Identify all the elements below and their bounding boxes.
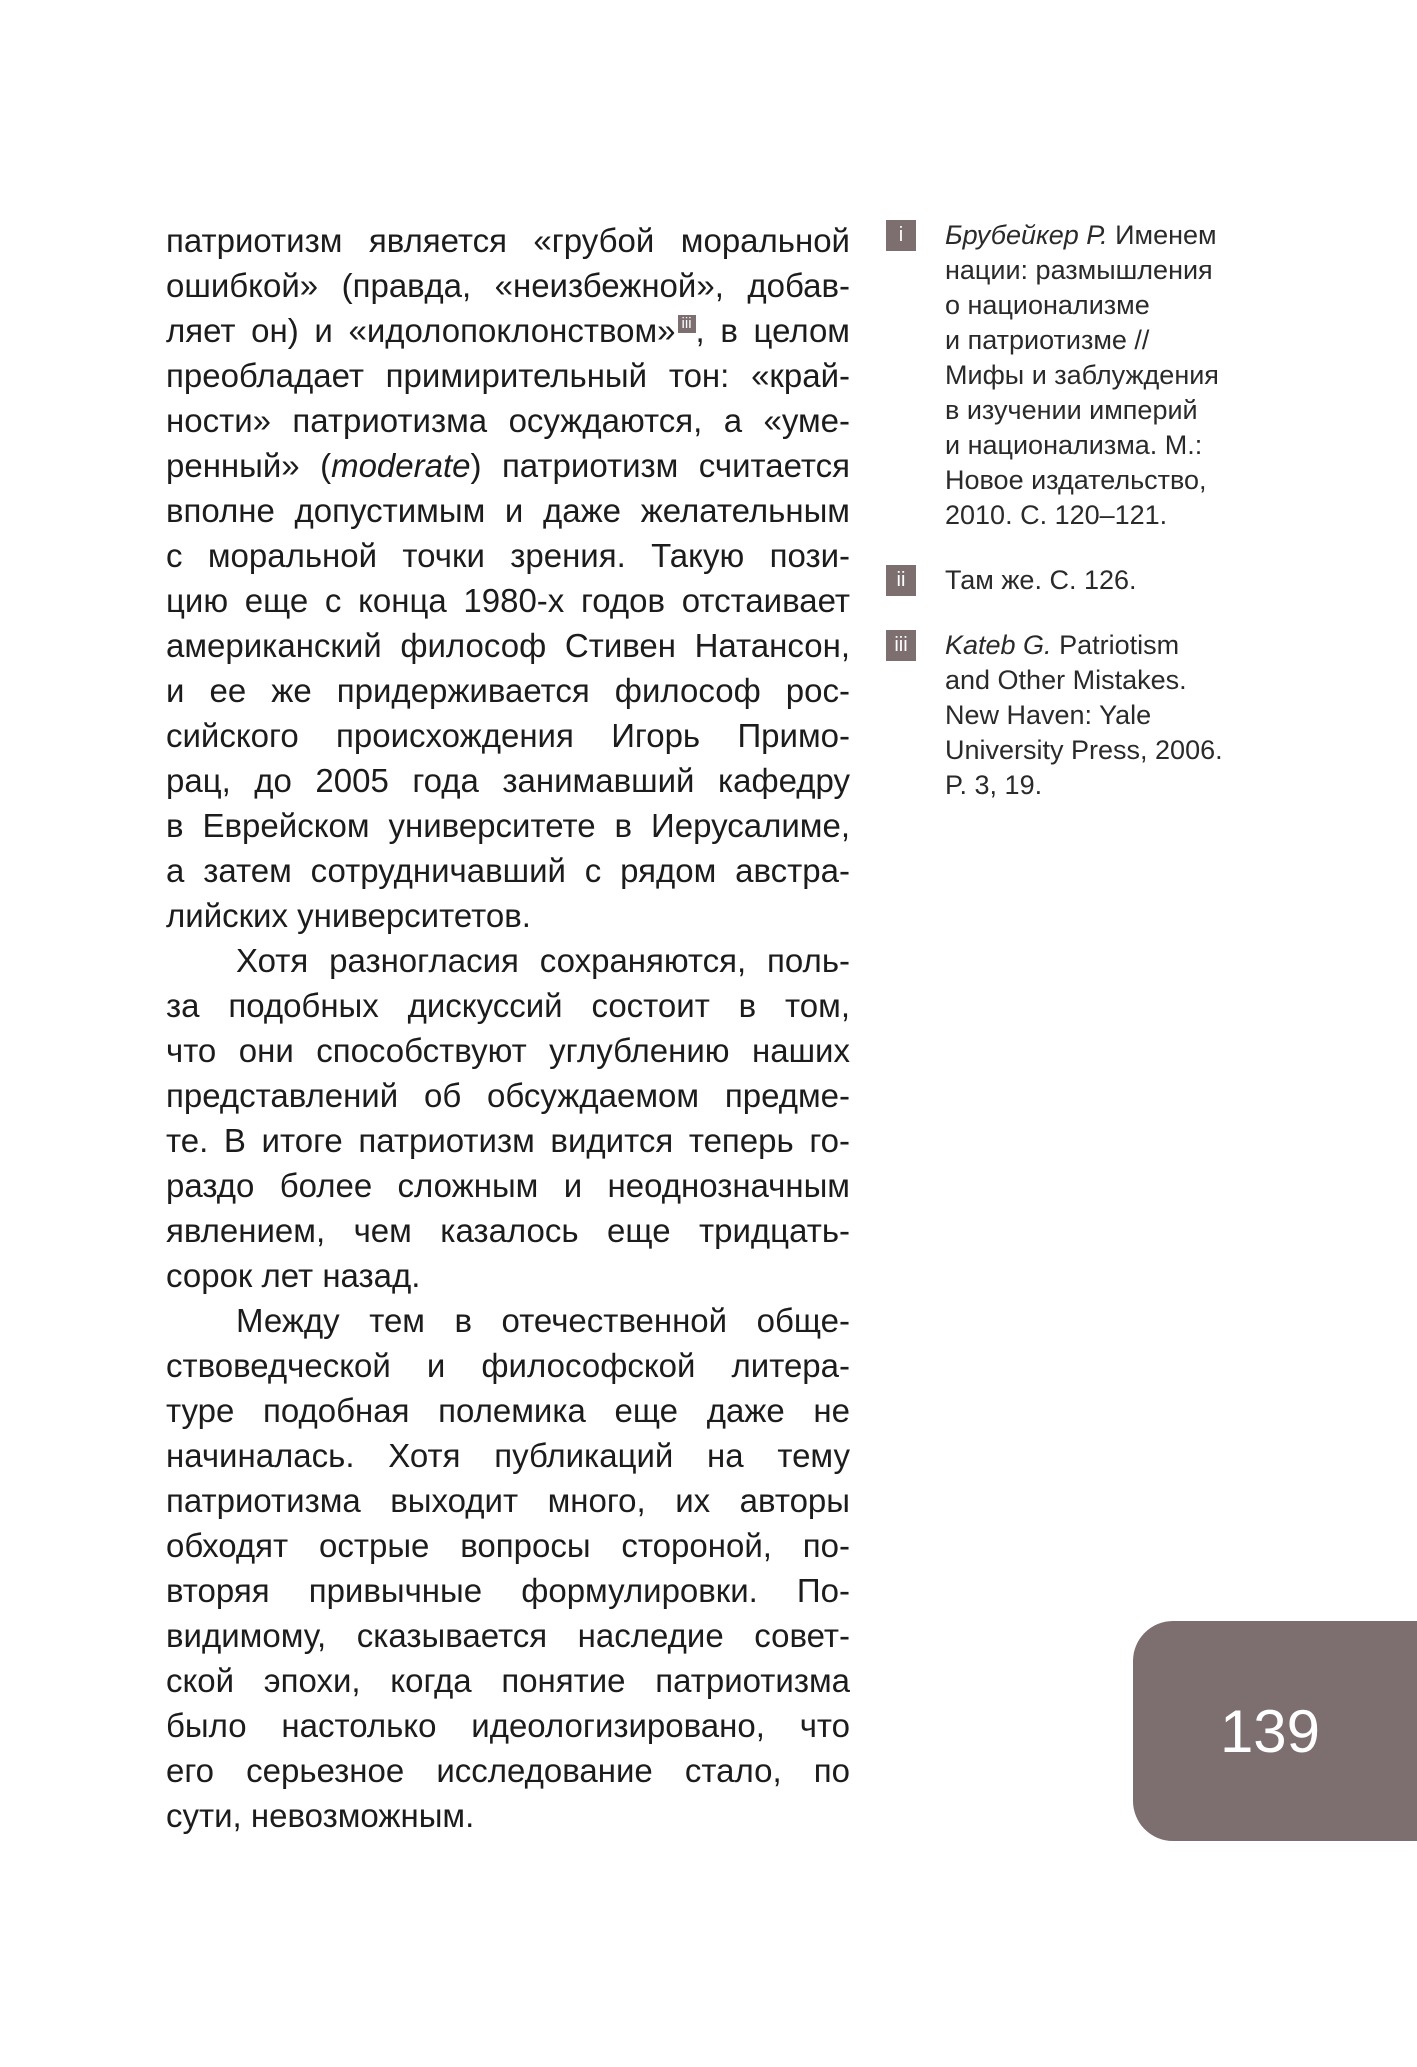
text-line: ности» патриотизма осуждаются, а «уме-: [166, 402, 850, 439]
text-line: сути, невозможным.: [166, 1797, 475, 1834]
text-line: ствоведческой и философской литера-: [166, 1347, 850, 1384]
footnote-ref-iii[interactable]: iii: [678, 315, 696, 333]
text-line: сорок лет назад.: [166, 1257, 421, 1294]
footnote-author: Брубейкер Р.: [945, 220, 1108, 250]
text-line: раздо более сложным и неоднозначным: [166, 1167, 850, 1204]
footnote-text: [945, 218, 1226, 533]
text-line: обходят острые вопросы стороной, по-: [166, 1527, 850, 1564]
footnote-text: [945, 628, 1226, 803]
sidenotes-column: [886, 218, 1226, 833]
footnote-line: Новое издательство,: [945, 465, 1207, 495]
text-line: лийских университетов.: [166, 897, 531, 934]
footnote-i: [886, 218, 1226, 533]
text-line: было настолько идеологизировано, что: [166, 1707, 850, 1744]
page-number: 139: [1219, 1697, 1321, 1765]
footnote-line: University Press, 2006.: [945, 735, 1223, 765]
text-line: явлением, чем казалось еще тридцать-: [166, 1212, 850, 1249]
footnote-line: в изучении империй: [945, 395, 1198, 425]
page-number-tab: [1133, 1621, 1417, 1841]
text-line: видимому, сказывается наследие совет-: [166, 1617, 850, 1654]
footnote-fragment: Patriotism: [1051, 630, 1180, 660]
text-line: патриотизма выходит много, их авторы: [166, 1482, 850, 1519]
footnote-line: 2010. С. 120–121.: [945, 500, 1168, 530]
footnote-line: P. 3, 19.: [945, 770, 1043, 800]
text-line: ошибкой» (правда, «неизбежной», добав-: [166, 267, 850, 304]
footnote-ii: [886, 563, 1226, 598]
text-line: Хотя разногласия сохраняются, поль-: [236, 942, 850, 979]
text-line: что они способствуют углублению наших: [166, 1032, 850, 1069]
footnote-line: [945, 218, 1226, 253]
text-line: сийского происхождения Игорь Примо-: [166, 717, 850, 754]
main-text-column: [166, 218, 850, 1838]
text-line: а затем сотрудничавший с рядом австра-: [166, 852, 850, 889]
text-line: туре подобная полемика еще даже не: [166, 1392, 850, 1429]
footnote-line: нации: размышления: [945, 255, 1213, 285]
text-line: американский философ Стивен Натансон,: [166, 627, 850, 664]
text-line: цию еще с конца 1980-х годов отстаивает: [166, 582, 850, 619]
footnote-line: Там же. С. 126.: [945, 565, 1137, 595]
text-fragment: ) патриотизм считается: [470, 447, 850, 484]
footnote-text: [945, 563, 1226, 598]
footnote-marker: iii: [886, 630, 916, 661]
text-line: те. В итоге патриотизм видится теперь го-: [166, 1122, 850, 1159]
text-line: ской эпохи, когда понятие патриотизма: [166, 1662, 850, 1699]
text-line: вполне допустимым и даже желательным: [166, 492, 850, 529]
text-line: представлений об обсуждаемом предме-: [166, 1077, 850, 1114]
footnote-line: о национализме: [945, 290, 1150, 320]
footnote-line: [945, 628, 1226, 663]
text-fragment: ренный» (: [166, 447, 332, 484]
text-line: в Еврейском университете в Иерусалиме,: [166, 807, 850, 844]
text-fragment: , в целом: [695, 312, 850, 349]
text-line: с моральной точки зрения. Такую пози-: [166, 537, 850, 574]
footnote-author: Kateb G.: [945, 630, 1052, 660]
text-line: рац, до 2005 года занимавший кафедру: [166, 762, 850, 799]
text-line: его серьезное исследование стало, по: [166, 1752, 850, 1789]
footnote-line: Мифы и заблуждения: [945, 360, 1219, 390]
footnote-line: and Other Mistakes.: [945, 665, 1187, 695]
text-line: преобладает примирительный тон: «край-: [166, 357, 850, 394]
footnote-marker: ii: [886, 565, 916, 596]
footnote-fragment: Именем: [1107, 220, 1217, 250]
text-line: за подобных дискуссий состоит в том,: [166, 987, 850, 1024]
footnote-line: New Haven: Yale: [945, 700, 1152, 730]
text-line: начиналась. Хотя публикаций на тему: [166, 1437, 850, 1474]
text-line: [166, 308, 850, 353]
text-fragment: ляет он) и «идолопоклонством»: [166, 312, 676, 349]
italic-term: moderate: [331, 447, 471, 484]
footnote-line: и национализма. М.:: [945, 430, 1203, 460]
text-line: патриотизм является «грубой моральной: [166, 222, 850, 259]
text-line: вторяя привычные формулировки. По-: [166, 1572, 850, 1609]
text-line: [166, 443, 850, 488]
text-line: и ее же придерживается философ рос-: [166, 672, 850, 709]
footnote-marker: i: [886, 220, 916, 251]
footnote-line: и патриотизме //: [945, 325, 1150, 355]
footnote-iii: [886, 628, 1226, 803]
text-line: Между тем в отечественной обще-: [236, 1302, 850, 1339]
